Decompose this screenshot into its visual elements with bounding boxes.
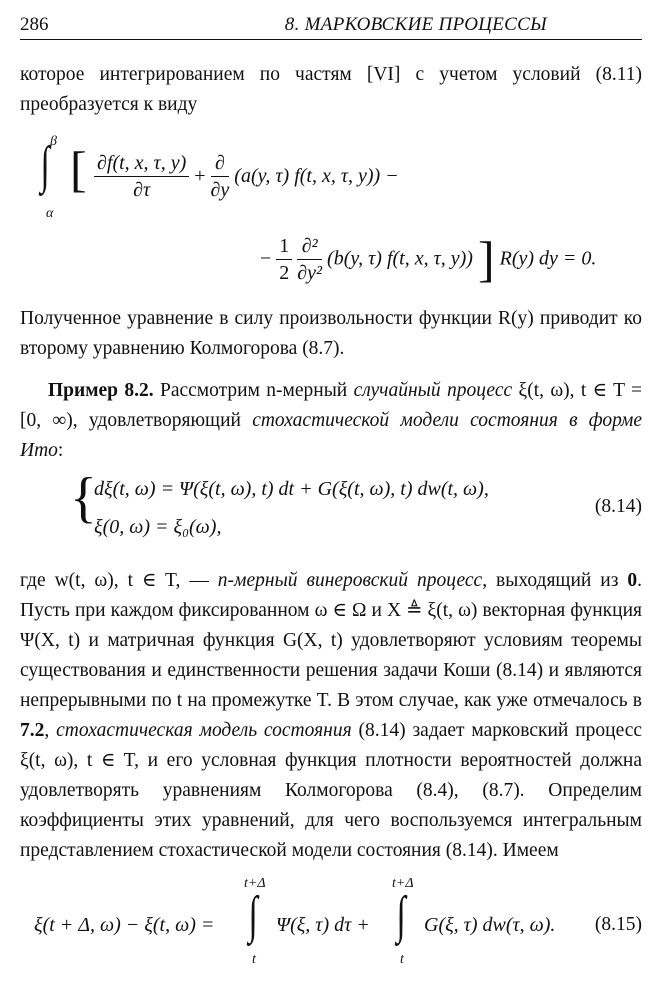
eq3-int1-body: Ψ(ξ, τ) dτ + — [276, 914, 370, 936]
eq1-left-bracket: [ — [70, 141, 87, 197]
p3-part1: где w(t, ω), t ∈ T, — — [20, 570, 209, 591]
eq1-frac-den: ∂τ — [133, 179, 151, 201]
eq1-plus: + — [194, 165, 206, 187]
eq1-line2-tail: R(y) dy = 0. — [499, 247, 597, 270]
eq3-integral-1: ∫ — [248, 887, 258, 944]
equation-8-14 — [20, 467, 642, 556]
eq1-line-2 — [260, 230, 596, 288]
p3-part3: . Пусть при каждом фиксированном ω ∈ Ω и X ≜ ξ(t, ω) векторная функция Ψ(X, t) и матричная функция G(X, t) удовлетворяют условиям теоремы существования и единственности решения задачи Коши (8.14) и являются непрерывными по t на промежутке T. В этом случае, как уже отмечалось в — [20, 570, 643, 711]
example-text-a: Рассмотрим n-мерный — [160, 380, 348, 401]
eq1-minus: − — [260, 247, 272, 270]
paragraph-1: которое интегрированием по частям [VI] с учетом условий (8.11) преобразуется к виду — [20, 64, 642, 115]
eq3-int2-body: G(ξ, τ) dw(τ, ω). — [424, 914, 556, 936]
eq2-line-1: dξ(t, ω) = Ψ(ξ(t, ω), t) dt + G(ξ(t, ω), t) dw(t, ω), — [94, 478, 489, 500]
eq3-int1-lower: t — [252, 952, 256, 967]
p3-bold-ref: 7.2 — [20, 720, 45, 741]
eq1-d-num: ∂ — [211, 150, 230, 177]
example-italic-a: случайный процесс — [353, 380, 513, 401]
eq3-number: (8.15) — [594, 914, 642, 935]
eq3-int2-upper: t+Δ — [392, 876, 414, 891]
p3-part4: , — [44, 720, 50, 741]
paragraph-2: Полученное уравнение в силу произвольности функции R(y) приводит ко второму уравнению Колмогорова (8.7). — [20, 308, 642, 359]
eq2-line-2: ξ(0, ω) = ξ₀(ω), — [94, 516, 222, 538]
eq1-line1-rest: (a(y, τ) f(t, x, τ, y)) − — [234, 165, 399, 187]
p3-part5: (8.14) задает марковский процесс ξ(t, ω), t ∈ T, и его условная функция плотности вероятностей должна удовлетворять уравнениям Колмогорова (8.4), (8.7). Определим коэффициенты этих уравнений, для чего воспользуемся интегральным представлением стохастической модели состояния (8.14). Имеем — [20, 720, 643, 861]
eq3-integral-2: ∫ — [396, 887, 406, 944]
p3-italic2: стохастическая модель состояния — [56, 720, 352, 741]
eq2-number: (8.14) — [594, 496, 642, 517]
equation-integral-by-parts — [20, 130, 642, 300]
eq1-line2-rest: (b(y, τ) f(t, x, τ, y)) — [327, 247, 473, 270]
example-text-b: ξ(t, ω), t ∈ T = [0, ∞), удовлетворяющий — [20, 380, 643, 431]
equation-8-15 — [20, 876, 642, 976]
eq1-line-1 — [94, 150, 399, 203]
eq3-lhs: ξ(t + Δ, ω) − ξ(t, ω) = — [34, 914, 215, 936]
eq1-upper-limit: β — [50, 134, 57, 149]
p3-italic1: n-мерный винеровский процесс — [217, 570, 483, 591]
eq1-d2-den: ∂y² — [297, 261, 323, 284]
eq1-right-bracket: ] — [477, 231, 495, 287]
chapter-title: 8. МАРКОВСКИЕ ПРОЦЕССЫ — [284, 14, 547, 35]
example-paragraph — [20, 376, 642, 466]
eq1-integral-sign: ∫ — [40, 137, 50, 194]
eq1-frac-num: ∂f(t, x, τ, y) — [94, 150, 189, 177]
example-label: Пример 8.2. — [48, 380, 154, 401]
eq1-d-den: ∂y — [210, 179, 230, 201]
eq1-half-den: 2 — [279, 261, 290, 284]
page-header — [20, 14, 642, 40]
example-italic-b: стохастической модели состояния в форме Ито — [20, 410, 642, 461]
paragraph-3 — [20, 566, 642, 866]
eq3-int1-upper: t+Δ — [244, 876, 266, 891]
p3-part2: , выходящий из — [482, 570, 619, 591]
example-text-c: : — [57, 440, 64, 461]
page — [20, 14, 642, 976]
page-number: 286 — [20, 14, 49, 35]
eq1-half-num: 1 — [276, 233, 292, 260]
eq1-lower-limit: α — [46, 206, 54, 221]
eq3-int2-lower: t — [400, 952, 404, 967]
eq2-brace: { — [70, 467, 97, 529]
p3-bold-zero: 0 — [627, 570, 638, 591]
eq1-d2-num: ∂² — [297, 233, 322, 260]
